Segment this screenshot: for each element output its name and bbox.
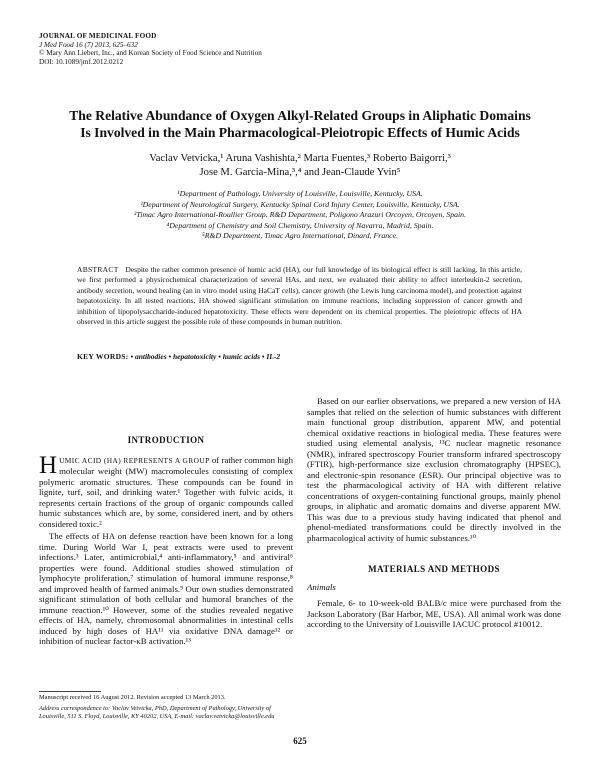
intro-paragraph-1 [39,451,294,530]
keyword-item: • IL-2 [261,352,281,361]
right-column [307,396,561,630]
keyword-item: • antibodies [130,352,167,361]
abstract-label: ABSTRACT [77,265,119,274]
keywords [77,352,522,361]
paper-title [40,107,560,141]
footnotes [39,691,293,722]
right-paragraph-1: Based on our earlier observations, we prepared a new version of HA samples that relied on the selection of humic substances with different main functional group distribution, apparent MW, and potential chemical oxidative reactions in biological media. These features were studied using elemental analysis, ¹³C nuclear magnetic resonance (NMR), infrared spectroscopy Fourier transform infrared spectroscopy (FTIR), high-performance size exclusion chromatography (HPSEC), and electronic-spin resonance (ESR). Our principal objective was to test the pharmacological activity of HA with different relative concentrations of oxygen-containing functional groups, mainly phenol groups, in aliphatic and aromatic domains and diverse apparent MW. This was due to a previous study having indicated that phenol and phenol-mediated transformations could be directly involved in the pharmacological activity of humic substances.¹⁰ [307,396,561,543]
methods-heading: MATERIALS AND METHODS [368,564,500,574]
author-list [40,152,560,180]
keyword-item: • humic acids [218,352,260,361]
affiliation-1: ¹Department of Pathology, University of Louisville, Louisville, Kentucky, USA. [177,189,423,198]
intro-paragraph-2: The effects of HA on defense reaction have been known for a long time. During World War I, peat extracts were used to prevent infections.³ Later, antimicrobial,⁴ anti-inflammatory,⁵ and antiviral⁶ properties were found. Additional studies showed stimulation of lymphocyte proliferation,⁷ stimulation of humoral immune response,⁸ and improved health of farmed animals.⁹ Our own studies demonstrated significant stimulation of both cellular and humoral branches of the immune reaction.¹⁰ However, some of the studies revealed negative effects of HA, namely, chromosomal abnormalities in intestinal cells induced by high doses of HA¹¹ via oxidative DNA damage¹² or inhibition of nuclear factor-κB activation.¹³ [39,531,293,646]
intro-p1-text: of rather common high molecular weight (MW) macromolecules consisting of complex polymeric aromatic structures. These compounds can be found in lignite, turf, soil, and drinking water.¹ Together with fulvic acids, it represents certain fractions of the group of organic compounds called humic substances which are, by some, considered inert, and by others considered toxic.² [39,454,294,529]
animals-paragraph: Female, 6- to 10-week-old BALB/c mice were purchased from the Jackson Laboratory (Bar Harbor, ME, USA). All animal work was done according to the University of Louisville IACUC protocol #10012. [307,598,561,629]
animals-subheading: Animals [307,581,336,592]
affiliation-3: ³Timac Agro International-Roullier Group, R&D Department, Poligono Arazuri Orcoyen, Orcoyen, Spain. [133,210,466,220]
page-number: 625 [293,736,307,746]
journal-header [39,32,262,66]
correspondence-address: Address correspondence to: Vaclav Vetvicka, PhD, Department of Pathology, University of Louisville, 511 S. Floyd, Louisville, KY 40202, USA, E-mail: vaclav.vetvicka@louisville.edu [39,705,275,721]
affiliation-5: ⁵R&D Department, Timac Agro International, Dinard, France. [201,231,399,241]
authors-line-2: Jose M. Garcia-Mina,³,⁴ and Jean-Claude Yvin⁵ [199,167,401,178]
journal-citation: J Med Food 16 (7) 2013, 625–632 [39,40,138,49]
keyword-item: • hepatotoxicity [168,352,217,361]
journal-name: JOURNAL OF MEDICINAL FOOD [39,32,157,40]
affiliation-2: ²Department of Neurological Surgery, Kentucky Spinal Cord Injury Center, Louisville, Kentucky, USA. [140,199,460,209]
keywords-label: KEY WORDS: [77,352,129,361]
authors-line-1: Vaclav Vetvicka,¹ Aruna Vashishta,² Marta Fuentes,³ Roberto Baigorri,³ [149,153,451,164]
intro-smallcaps: UMIC ACID (HA) REPRESENTS A GROUP [59,455,210,465]
affiliation-4: ⁴Department of Chemistry and Soil Chemistry, University of Navarra, Madrid, Spain. [166,220,434,230]
introduction-heading: INTRODUCTION [127,435,205,445]
title-line-1: The Relative Abundance of Oxygen Alkyl-Related Groups in Aliphatic Domains [69,108,531,123]
footnote-divider [39,691,101,692]
abstract-text: Despite the rather common presence of humic acid (HA), our full knowledge of its biological effect is still lacking. In this article, we first performed a physicochemical characterization of several HAs, and next, we evaluated their ability to affect interleukin-2 secretion, antibody secretion, wound healing (an in vitro model using HaCaT cells), cancer growth (the Lewis lung carcinoma model), and protection against hepatotoxicity. In all tested reactions, HA showed significant stimulation on immune reactions, including suppression of cancer growth and inhibition of lipopolysaccharide-induced hepatotoxicity. These effects were dependent on its chemical properties. The pleiotropic effects of HA observed in this article suggest the possible role of these compounds in human nutrition. [77,265,523,327]
title-line-2: Is Involved in the Main Pharmacological-Pleiotropic Effects of Humic Acids [80,125,520,140]
drop-cap: H [39,451,58,479]
manuscript-dates: Manuscript received 16 August 2012. Revision accepted 13 March 2013. [39,694,226,701]
left-column [39,435,293,647]
affiliation-list [40,189,560,242]
abstract [77,265,522,327]
journal-doi: DOI: 10.1089/jmf.2012.0212 [39,57,124,66]
journal-copyright: © Mary Ann Liebert, Inc., and Korean Society of Food Science and Nutrition [39,49,262,58]
